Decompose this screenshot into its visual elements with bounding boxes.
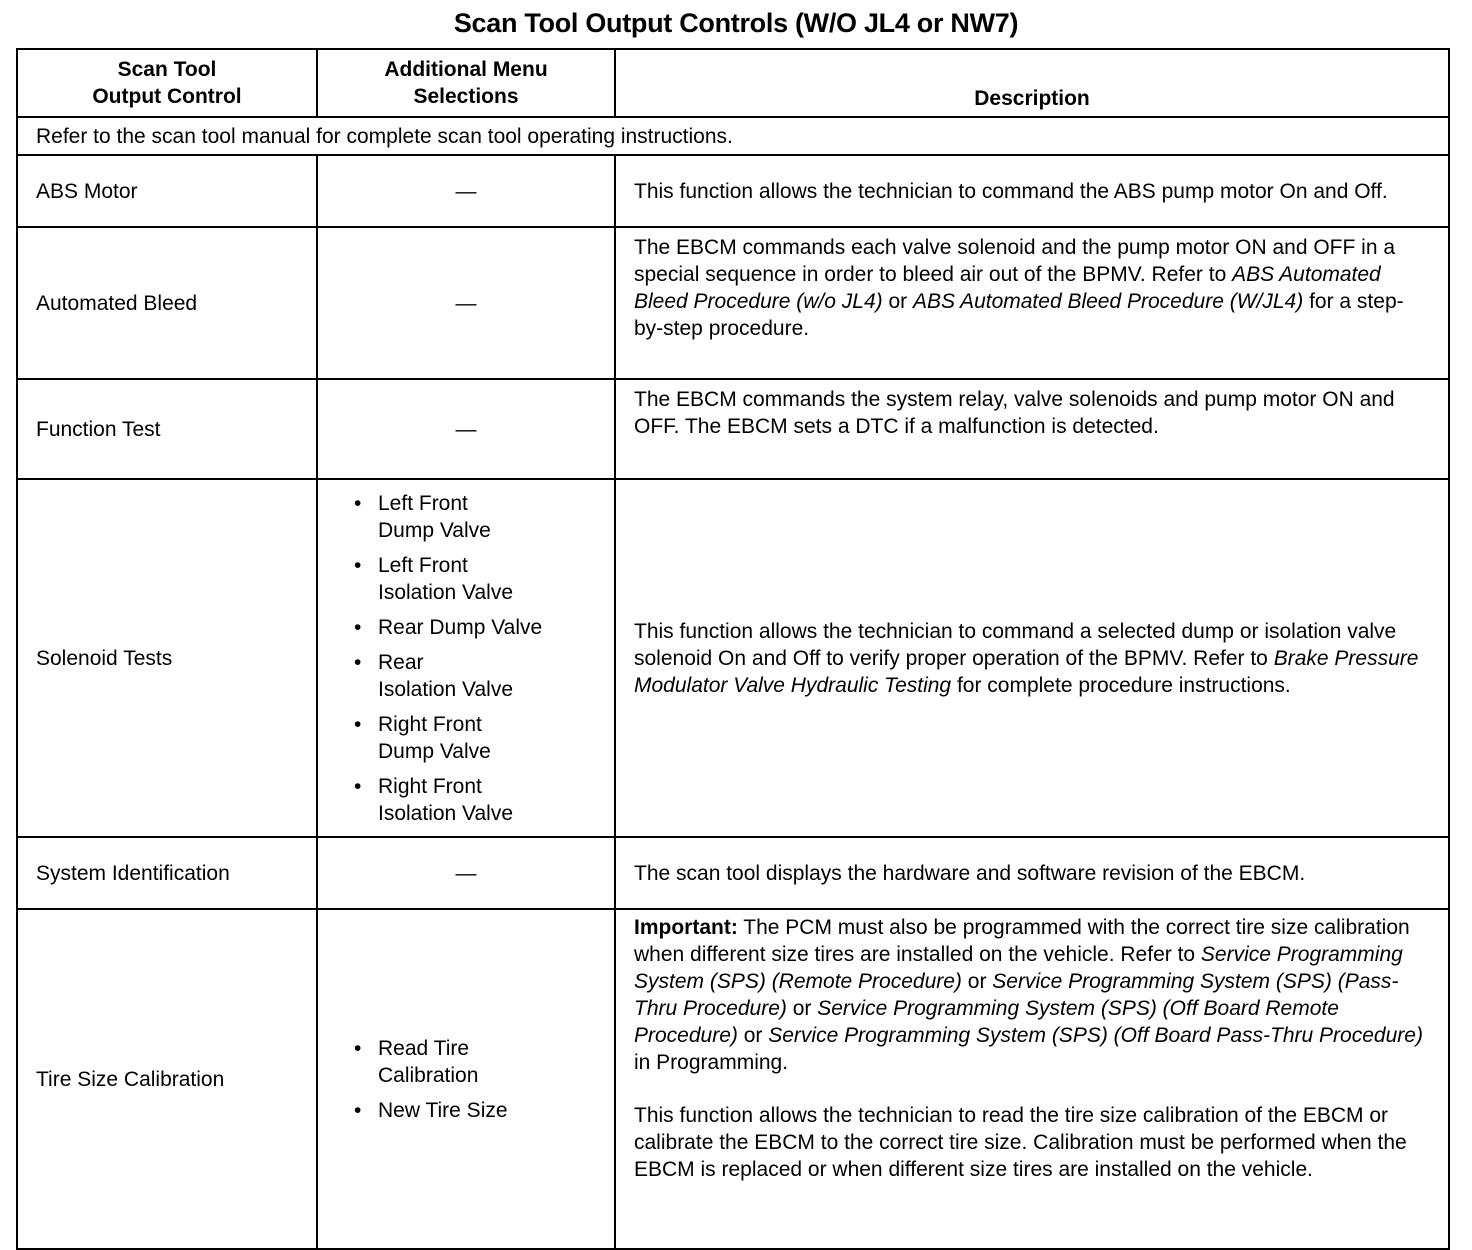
- description-text: or: [786, 997, 818, 1020]
- note-text: Refer to the scan tool manual for complete scan tool operating instructions.: [17, 117, 1449, 155]
- document-title: Scan Tool Output Controls (W/O JL4 or NW7): [453, 8, 1019, 38]
- table-row: [17, 909, 1449, 1249]
- table-row: [17, 155, 1449, 227]
- control-name: Automated Bleed: [17, 227, 317, 379]
- selections-none: —: [317, 379, 615, 479]
- control-name: System Identification: [17, 837, 317, 909]
- description-text: The PCM must also be programmed with the correct tire size calibration when different size tires are installed on the vehicle. Refer to: [634, 916, 1410, 966]
- reference-link[interactable]: Service Programming System (SPS) (Off Board Remote Procedure): [634, 997, 1339, 1047]
- description-text: or: [737, 1024, 769, 1047]
- description: The EBCM commands the system relay, valve solenoids and pump motor ON and OFF. The EBCM sets a DTC if a malfunction is detected.: [615, 379, 1449, 479]
- table-row: [17, 379, 1449, 479]
- function-paragraph: This function allows the technician to read the tire size calibration of the EBCM or calibrate the EBCM to the correct tire size. Calibration must be performed when the EBCM is replaced or when different size tires are installed on the vehicle.: [634, 1104, 1407, 1181]
- list-item: [354, 614, 614, 641]
- selection-label: Read Tire Calibration: [378, 1036, 479, 1087]
- description: [615, 479, 1449, 837]
- control-name: Tire Size Calibration: [17, 909, 317, 1249]
- reference-link[interactable]: Service Programming System (SPS) (Off Board Pass-Thru Procedure): [768, 1024, 1423, 1047]
- description: The scan tool displays the hardware and software revision of the EBCM.: [615, 837, 1449, 909]
- description-text: The EBCM commands each valve solenoid and the pump motor ON and OFF in a special sequence in order to bleed air out of the BPMV. Refer to: [634, 236, 1396, 286]
- selections-none: —: [317, 155, 615, 227]
- list-item: [354, 711, 614, 765]
- header-output-control: [17, 49, 317, 117]
- selection-label: Left Front Isolation Valve: [378, 553, 514, 604]
- selections-list-cell: [317, 909, 615, 1249]
- selection-label: Right Front Dump Valve: [378, 712, 491, 763]
- reference-link[interactable]: ABS Automated Bleed Procedure (w/o JL4): [634, 263, 1381, 313]
- list-item: [354, 552, 614, 606]
- reference-link[interactable]: ABS Automated Bleed Procedure (W/JL4): [912, 290, 1304, 313]
- table-row: [17, 227, 1449, 379]
- list-item: [354, 649, 614, 703]
- description-text: This function allows the technician to command a selected dump or isolation valve solenoid On and Off to verify proper operation of the BPMV. Refer to: [634, 619, 1397, 670]
- selection-label: Rear Dump Valve: [378, 615, 543, 639]
- scan-tool-output-controls-table: [16, 48, 1450, 1250]
- selection-label: Rear Isolation Valve: [378, 650, 514, 701]
- description-text: in Programming.: [634, 1051, 789, 1074]
- list-item: [354, 490, 614, 544]
- header-menu-selections-label: Additional Menu Selections: [384, 58, 548, 108]
- selection-label: Left Front Dump Valve: [378, 491, 491, 542]
- header-menu-selections: [317, 49, 615, 117]
- selections-list: [318, 484, 614, 833]
- paragraph-spacer: [634, 1076, 1430, 1102]
- selection-label: New Tire Size: [378, 1098, 508, 1122]
- important-label: Important:: [634, 916, 738, 939]
- selections-none: —: [317, 837, 615, 909]
- header-output-control-label: Scan Tool Output Control: [92, 58, 242, 108]
- description-text: for complete procedure instructions.: [951, 673, 1291, 697]
- table-row: [17, 837, 1449, 909]
- note-row: [17, 117, 1449, 155]
- selection-label: Right Front Isolation Valve: [378, 774, 514, 825]
- description-text: or: [882, 290, 913, 313]
- control-name: Solenoid Tests: [17, 479, 317, 837]
- table-row: [17, 479, 1449, 837]
- selections-none: —: [317, 227, 615, 379]
- list-item: [354, 1097, 614, 1124]
- selections-list: [318, 1029, 614, 1130]
- reference-link[interactable]: Service Programming System (SPS) (Pass-Thru Procedure): [634, 970, 1399, 1020]
- description-text: or: [961, 970, 993, 993]
- important-paragraph: [634, 914, 1430, 1076]
- description: This function allows the technician to command the ABS pump motor On and Off.: [615, 155, 1449, 227]
- description-text: for a step-by-step procedure.: [634, 290, 1404, 340]
- list-item: [354, 1035, 614, 1089]
- control-name: ABS Motor: [17, 155, 317, 227]
- list-item: [354, 773, 614, 827]
- table-header-row: [17, 49, 1449, 117]
- description: [615, 909, 1449, 1249]
- reference-link[interactable]: Service Programming System (SPS) (Remote Procedure): [634, 943, 1403, 993]
- header-description: Description: [615, 49, 1449, 117]
- selections-list-cell: [317, 479, 615, 837]
- control-name: Function Test: [17, 379, 317, 479]
- reference-link[interactable]: Brake Pressure Modulator Valve Hydraulic Testing: [634, 646, 1419, 697]
- description: [615, 227, 1449, 379]
